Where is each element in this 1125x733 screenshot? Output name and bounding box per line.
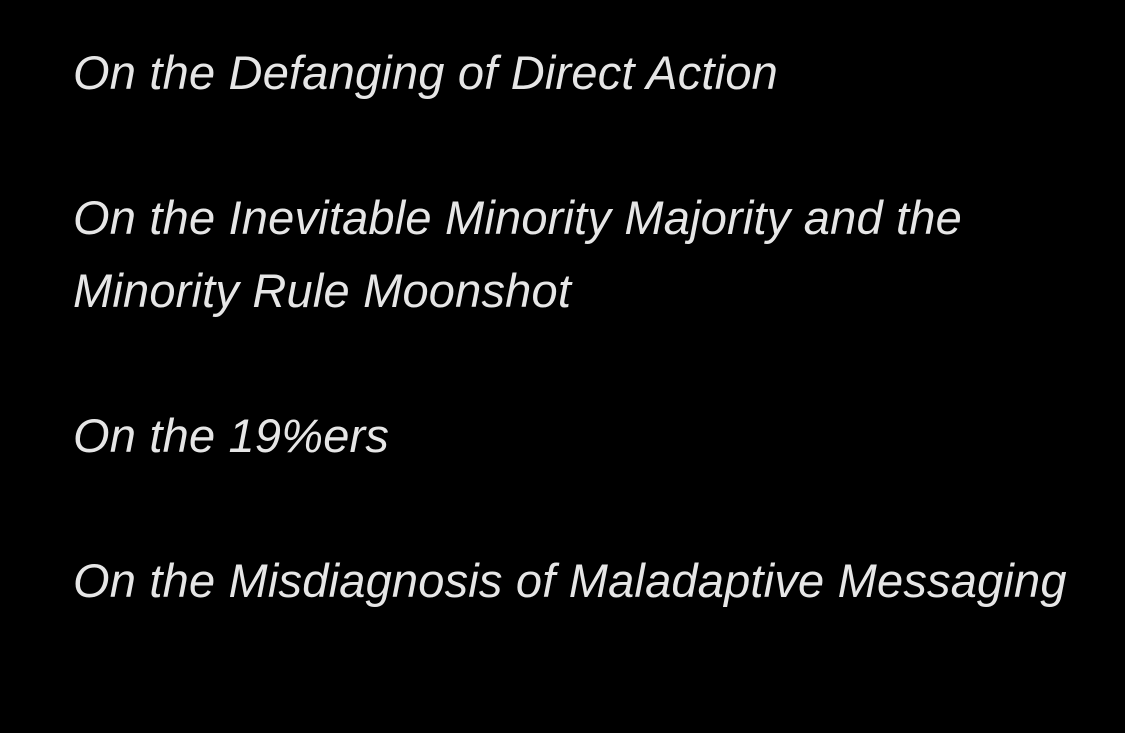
article-title-minority-majority[interactable]: On the Inevitable Minority Majority and the Minority Rule Moonshot — [73, 191, 962, 317]
article-title-defanging[interactable]: On the Defanging of Direct Action — [73, 46, 779, 99]
article-list — [73, 36, 1073, 617]
article-title-19-percenters[interactable]: On the 19%ers — [73, 409, 390, 462]
article-title-misdiagnosis[interactable]: On the Misdiagnosis of Maladaptive Messaging — [73, 554, 1067, 607]
